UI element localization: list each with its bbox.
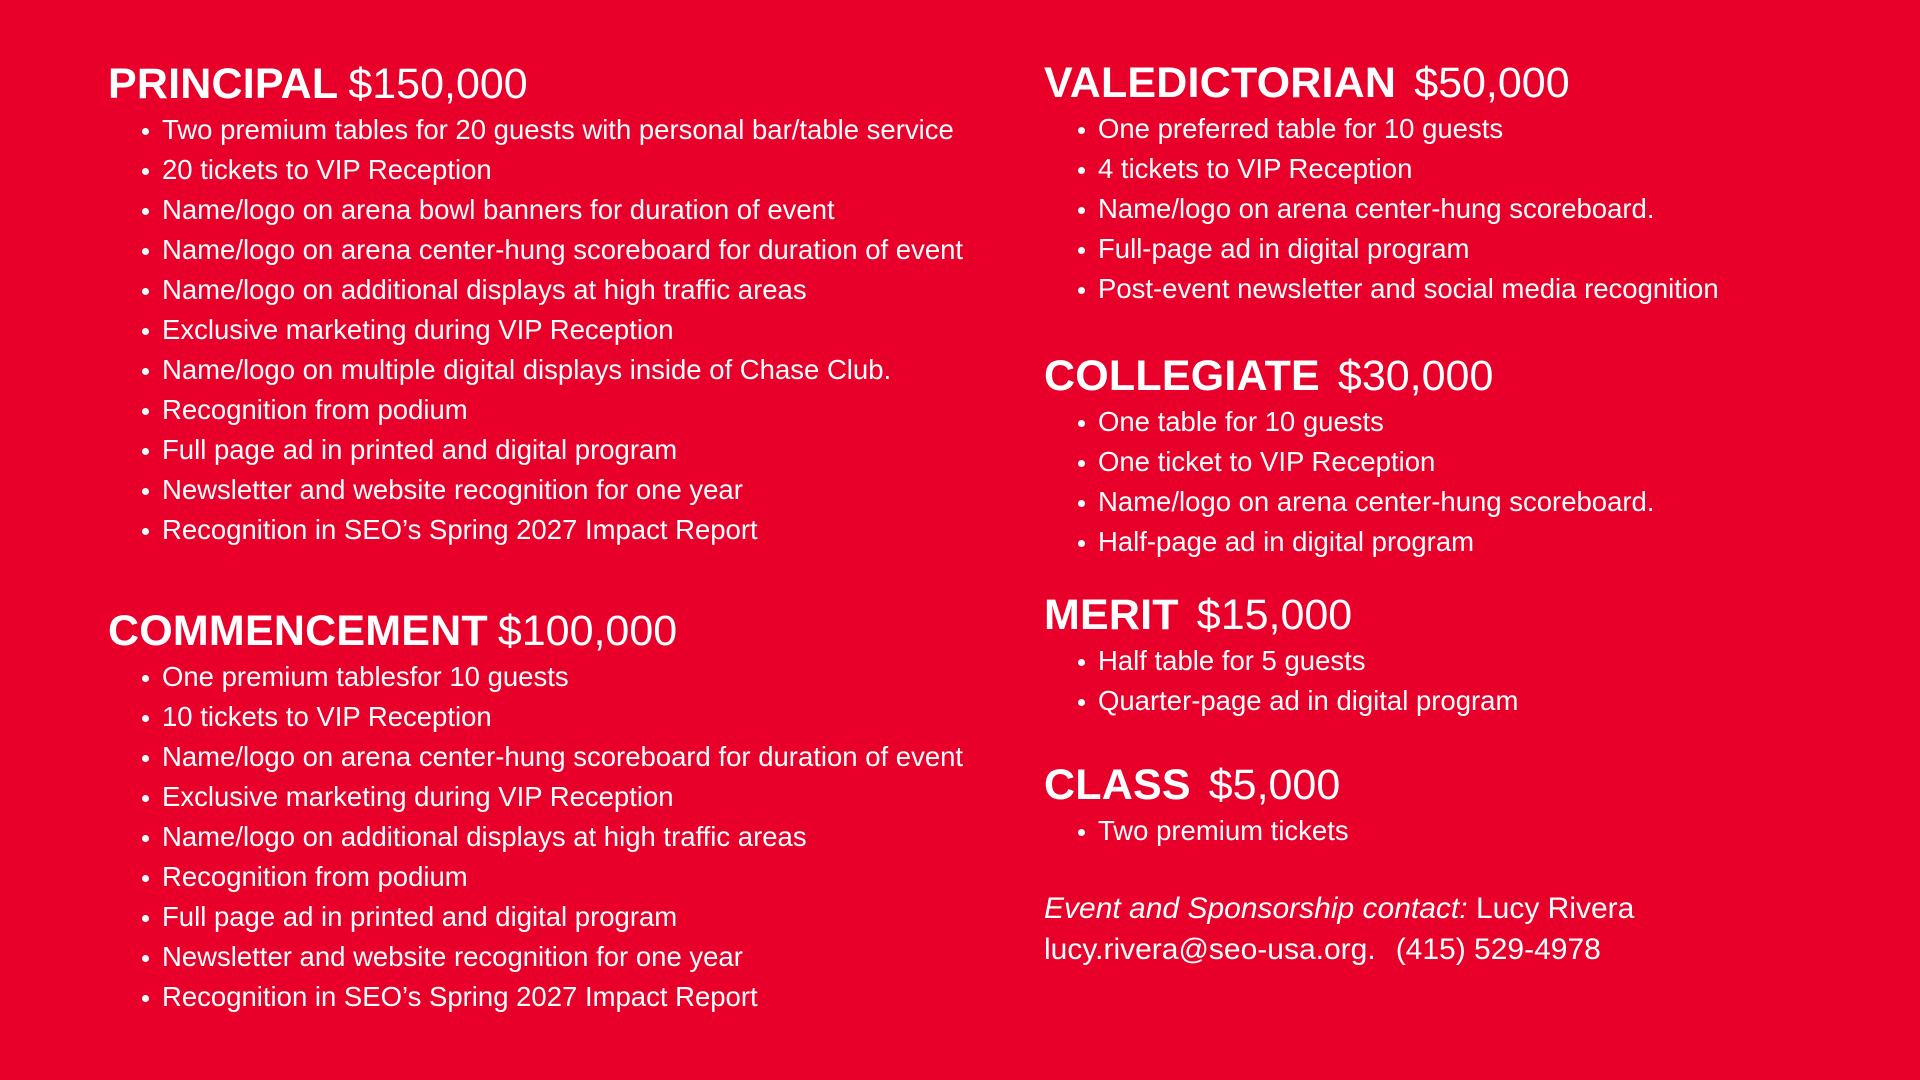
benefit-item: Two premium tickets: [1044, 811, 1884, 851]
benefit-list: [1044, 811, 1884, 851]
tier-title: [1044, 589, 1884, 641]
benefit-item: Recognition from podium: [108, 390, 1008, 430]
benefit-item: Half-page ad in digital program: [1044, 522, 1884, 562]
tier-title: [1044, 57, 1884, 109]
tier-price: $5,000: [1208, 761, 1341, 809]
tier-collegiate: [1044, 350, 1884, 562]
tier-name: VALEDICTORIAN: [1044, 59, 1397, 107]
tier-name: COLLEGIATE: [1044, 352, 1320, 400]
benefit-item: Recognition in SEO’s Spring 2027 Impact Report: [108, 510, 1008, 550]
tier-price: $30,000: [1337, 352, 1494, 400]
tier-price: $150,000: [348, 60, 528, 108]
benefit-item: Name/logo on multiple digital displays inside of Chase Club.: [108, 350, 1008, 390]
tier-title: [1044, 759, 1884, 811]
tier-class: [1044, 759, 1884, 851]
sponsorship-contact: [1044, 888, 1634, 970]
benefit-item: Name/logo on arena center-hung scoreboard for duration of event: [108, 230, 1008, 270]
benefit-item: Recognition in SEO’s Spring 2027 Impact Report: [108, 977, 1008, 1017]
benefit-item: Exclusive marketing during VIP Reception: [108, 310, 1008, 350]
contact-phone: (415) 529-4978: [1395, 933, 1601, 966]
benefit-item: Newsletter and website recognition for one year: [108, 937, 1008, 977]
tier-title: [1044, 350, 1884, 402]
benefit-item: One premium tablesfor 10 guests: [108, 657, 1008, 697]
contact-email: lucy.rivera@seo-usa.org.: [1044, 933, 1376, 966]
contact-line-1: [1044, 888, 1634, 929]
tier-title: [108, 605, 1008, 657]
tier-price: $50,000: [1414, 59, 1570, 107]
benefit-item: Full page ad in printed and digital program: [108, 430, 1008, 470]
benefit-item: Recognition from podium: [108, 857, 1008, 897]
benefit-item: Exclusive marketing during VIP Reception: [108, 777, 1008, 817]
benefit-item: Name/logo on additional displays at high traffic areas: [108, 270, 1008, 310]
tier-valedictorian: [1044, 57, 1884, 309]
benefit-item: One preferred table for 10 guests: [1044, 109, 1884, 149]
tier-name: COMMENCEMENT: [108, 607, 488, 655]
tier-title: [108, 58, 1008, 110]
benefit-item: Name/logo on additional displays at high traffic areas: [108, 817, 1008, 857]
benefit-item: 4 tickets to VIP Reception: [1044, 149, 1884, 189]
tier-name: MERIT: [1044, 591, 1179, 639]
tier-price: $100,000: [497, 607, 678, 655]
tier-name: CLASS: [1044, 761, 1191, 809]
benefit-list: [1044, 641, 1884, 721]
tier-commencement: [108, 605, 1008, 1017]
benefit-list: [108, 657, 1008, 1017]
benefit-item: Name/logo on arena center-hung scoreboard for duration of event: [108, 737, 1008, 777]
contact-line-2: [1044, 929, 1634, 970]
benefit-item: One ticket to VIP Reception: [1044, 442, 1884, 482]
tier-merit: [1044, 589, 1884, 721]
benefit-item: Name/logo on arena center-hung scoreboard.: [1044, 189, 1884, 229]
benefit-item: Name/logo on arena bowl banners for duration of event: [108, 190, 1008, 230]
benefit-item: Quarter-page ad in digital program: [1044, 681, 1884, 721]
contact-name: Lucy Rivera: [1475, 892, 1635, 925]
tier-price: $15,000: [1196, 591, 1353, 639]
benefit-item: One table for 10 guests: [1044, 402, 1884, 442]
benefit-list: [1044, 402, 1884, 562]
benefit-list: [108, 110, 1008, 550]
benefit-item: Full page ad in printed and digital program: [108, 897, 1008, 937]
tier-name: PRINCIPAL: [108, 60, 339, 108]
benefit-item: 10 tickets to VIP Reception: [108, 697, 1008, 737]
benefit-item: Name/logo on arena center-hung scoreboard.: [1044, 482, 1884, 522]
tier-principal: [108, 58, 1008, 550]
benefit-list: [1044, 109, 1884, 309]
benefit-item: Full-page ad in digital program: [1044, 229, 1884, 269]
contact-label: Event and Sponsorship contact:: [1044, 892, 1468, 925]
benefit-item: Newsletter and website recognition for one year: [108, 470, 1008, 510]
benefit-item: Two premium tables for 20 guests with personal bar/table service: [108, 110, 1008, 150]
benefit-item: 20 tickets to VIP Reception: [108, 150, 1008, 190]
benefit-item: Post-event newsletter and social media recognition: [1044, 269, 1884, 309]
benefit-item: Half table for 5 guests: [1044, 641, 1884, 681]
